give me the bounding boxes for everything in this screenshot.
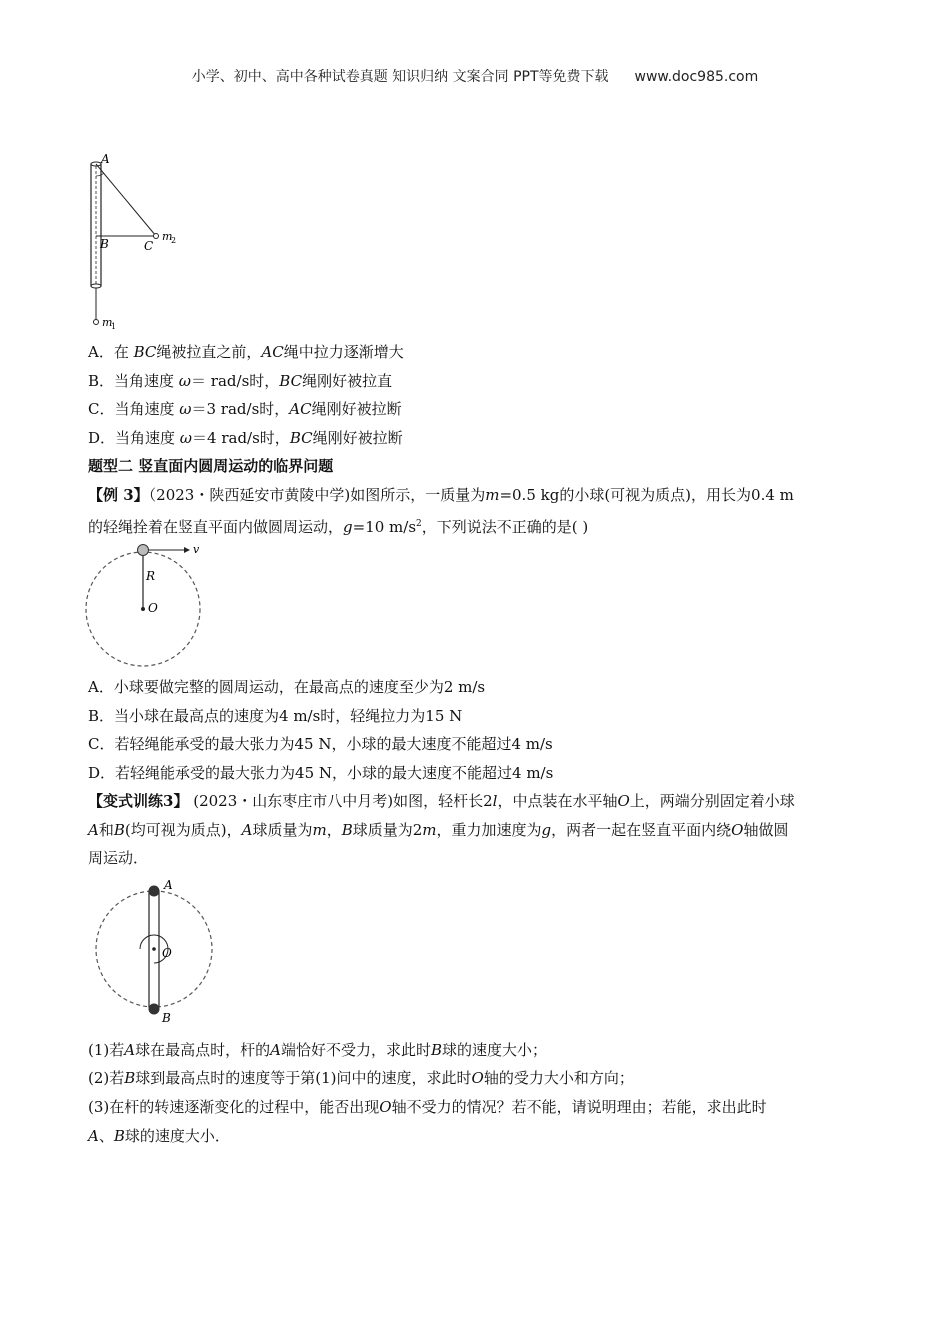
option-d-var: BC xyxy=(289,429,313,447)
variant3-l2d: ， xyxy=(326,821,342,839)
option-b-suffix: 绳刚好被拉直 xyxy=(302,372,393,390)
figure-rotating-rod xyxy=(90,874,230,1024)
example3-l2a: 的轻绳拴着在竖直平面内做圆周运动， xyxy=(88,518,344,536)
label-a: A xyxy=(101,152,110,166)
sub2-b: 球到最高点时的速度等于第(1)问中的速度，求此时 xyxy=(135,1069,472,1087)
variant3-m2: m xyxy=(422,821,437,839)
velocity-arrowhead xyxy=(184,547,190,553)
variant3-line2 xyxy=(88,820,789,840)
option-b-mid: ＝ rad/s时， xyxy=(191,372,280,390)
option-d-prefix: D．当角速度 xyxy=(88,429,180,447)
variant3-o2: O xyxy=(731,821,744,839)
figure-vertical-circle xyxy=(80,540,210,672)
option-d-omega: ω xyxy=(179,429,193,447)
subquestion-1 xyxy=(88,1040,547,1060)
variant3-l2c: 球质量为 xyxy=(252,821,313,839)
sub1-var-a2: A xyxy=(270,1041,281,1059)
variant3-l1c: 上，两端分别固定着小球 xyxy=(629,792,795,810)
variant3-a2: A xyxy=(241,821,253,839)
sub2-var-o: O xyxy=(471,1069,484,1087)
pole-bottom-cap xyxy=(91,284,101,288)
ball-m1 xyxy=(94,320,99,325)
string-ac xyxy=(96,164,156,236)
option-a xyxy=(88,342,404,362)
option-b-var: BC xyxy=(279,372,303,390)
variant3-l2b: (均可视为质点)， xyxy=(124,821,242,839)
variant3-line1 xyxy=(88,791,795,811)
variant3-tag: 【变式训练3】 xyxy=(88,792,189,810)
example3-option-c: C．若轻绳能承受的最大张力为45 N，小球的最大速度不能超过4 m/s xyxy=(88,735,553,753)
sub2-c: 轴的受力大小和方向； xyxy=(483,1069,634,1087)
label-v: v xyxy=(193,543,200,556)
option-b-omega: ω xyxy=(178,372,192,390)
sub1-var-b: B xyxy=(430,1041,442,1059)
option-b-prefix: B．当角速度 xyxy=(88,372,179,390)
axis-o xyxy=(152,947,156,951)
label-o: O xyxy=(162,946,172,960)
sub1-a: (1)若 xyxy=(88,1041,125,1059)
example3-l1a: （2023・陕西延安市黄陵中学)如图所示，一质量为 xyxy=(148,486,486,504)
figure-pole-strings xyxy=(80,150,190,335)
option-a-mid: 绳被拉直之前， xyxy=(156,343,262,361)
ball-a xyxy=(149,886,160,897)
option-d-mid: ＝4 rad/s时， xyxy=(192,429,290,447)
variant3-o: O xyxy=(617,792,630,810)
example3-g: g xyxy=(343,518,353,536)
option-a-var1: BC xyxy=(133,343,157,361)
variant3-b2: B xyxy=(341,821,353,839)
sub3-var-b: B xyxy=(113,1127,125,1145)
option-a-suffix: 绳中拉力逐渐增大 xyxy=(283,343,404,361)
sub1-c: 端恰好不受力，求此时 xyxy=(280,1041,431,1059)
label-r: R xyxy=(146,569,156,583)
label-c: C xyxy=(144,239,154,253)
label-a: A xyxy=(164,878,173,892)
variant3-l2f: ，重力加速度为 xyxy=(436,821,542,839)
example3-l2c: ，下列说法不正确的是( ) xyxy=(421,518,589,536)
ball xyxy=(138,545,149,556)
sub3-a: (3)在杆的转速逐渐变化的过程中，能否出现 xyxy=(88,1098,380,1116)
example3-l1b: =0.5 kg的小球(可视为质点)，用长为0.4 m xyxy=(499,486,794,504)
example3-option-a: A．小球要做完整的圆周运动，在最高点的速度至少为2 m/s xyxy=(88,678,486,696)
ball-m2 xyxy=(154,234,159,239)
variant3-m: m xyxy=(312,821,327,839)
sub2-var-b: B xyxy=(124,1069,136,1087)
sub3-c: 、 xyxy=(98,1127,114,1145)
label-o: O xyxy=(148,601,158,615)
option-d-suffix: 绳刚好被拉断 xyxy=(312,429,403,447)
sub3-var-a: A xyxy=(88,1127,99,1145)
variant3-g: g xyxy=(541,821,552,839)
sub1-var-a: A xyxy=(124,1041,136,1059)
variant3-l1b: ，中点装在水平轴 xyxy=(497,792,618,810)
example3-line2 xyxy=(88,514,588,537)
option-a-var2: AC xyxy=(261,343,284,361)
header-text: 小学、初中、高中各种试卷真题 知识归纳 文案合同 PPT等免费下载 xyxy=(191,69,609,85)
label-b: B xyxy=(162,1011,171,1024)
example3-m: m xyxy=(485,486,500,504)
example3-l2b: =10 m/s xyxy=(352,518,417,536)
example3-option-d: D．若轻绳能承受的最大张力为45 N，小球的最大速度不能超过4 m/s xyxy=(88,764,554,782)
example3-option-b: B．当小球在最高点的速度为4 m/s时，轻绳拉力为15 N xyxy=(88,707,463,725)
variant3-l1a: (2023・山东枣庄市八中月考)如图，轻杆长2 xyxy=(188,792,493,810)
option-c-prefix: C．当角速度 xyxy=(88,400,180,418)
variant3-l: l xyxy=(492,792,498,810)
page-header xyxy=(0,66,950,86)
label-m1: m xyxy=(102,316,113,329)
option-c-suffix: 绳刚好被拉断 xyxy=(311,400,402,418)
sub1-d: 球的速度大小； xyxy=(442,1041,548,1059)
option-c-var: AC xyxy=(289,400,312,418)
example3-line1 xyxy=(88,485,794,505)
option-b xyxy=(88,371,392,391)
header-site-link[interactable]: www.doc985.com xyxy=(634,69,759,85)
option-a-prefix: A．在 xyxy=(88,343,134,361)
label-m2-sub: 2 xyxy=(171,236,177,245)
variant3-l2a: 和 xyxy=(98,821,114,839)
option-c xyxy=(88,399,402,419)
example3-tag: 【例 3】 xyxy=(88,486,149,504)
sub3-var-o: O xyxy=(379,1098,392,1116)
label-b: B xyxy=(100,237,109,251)
variant3-l2g: ，两者一起在竖直平面内绕 xyxy=(551,821,732,839)
example3-sup: 2 xyxy=(416,519,422,529)
option-d xyxy=(88,428,403,448)
subquestion-3-line2 xyxy=(88,1126,230,1146)
variant3-b: B xyxy=(113,821,125,839)
subquestion-2 xyxy=(88,1068,634,1088)
section-title: 题型二 竖直面内圆周运动的临界问题 xyxy=(88,457,334,475)
label-m1-sub: 1 xyxy=(111,322,117,331)
variant3-a: A xyxy=(88,821,99,839)
option-c-omega: ω xyxy=(179,400,192,418)
sub1-b: 球在最高点时，杆的 xyxy=(135,1041,271,1059)
center-point xyxy=(141,607,145,611)
ball-b xyxy=(149,1004,160,1015)
option-c-mid: ＝3 rad/s时， xyxy=(191,400,290,418)
variant3-l2h: 轴做圆 xyxy=(743,821,789,839)
label-m2: m xyxy=(162,230,173,243)
variant3-line3: 周运动． xyxy=(88,849,149,867)
sub3-d: 球的速度大小． xyxy=(124,1127,230,1145)
sub3-b: 轴不受力的情况？若不能，请说明理由；若能，求出此时 xyxy=(391,1098,767,1116)
sub2-a: (2)若 xyxy=(88,1069,125,1087)
variant3-l2e: 球质量为2 xyxy=(352,821,423,839)
subquestion-3-line1 xyxy=(88,1097,767,1117)
